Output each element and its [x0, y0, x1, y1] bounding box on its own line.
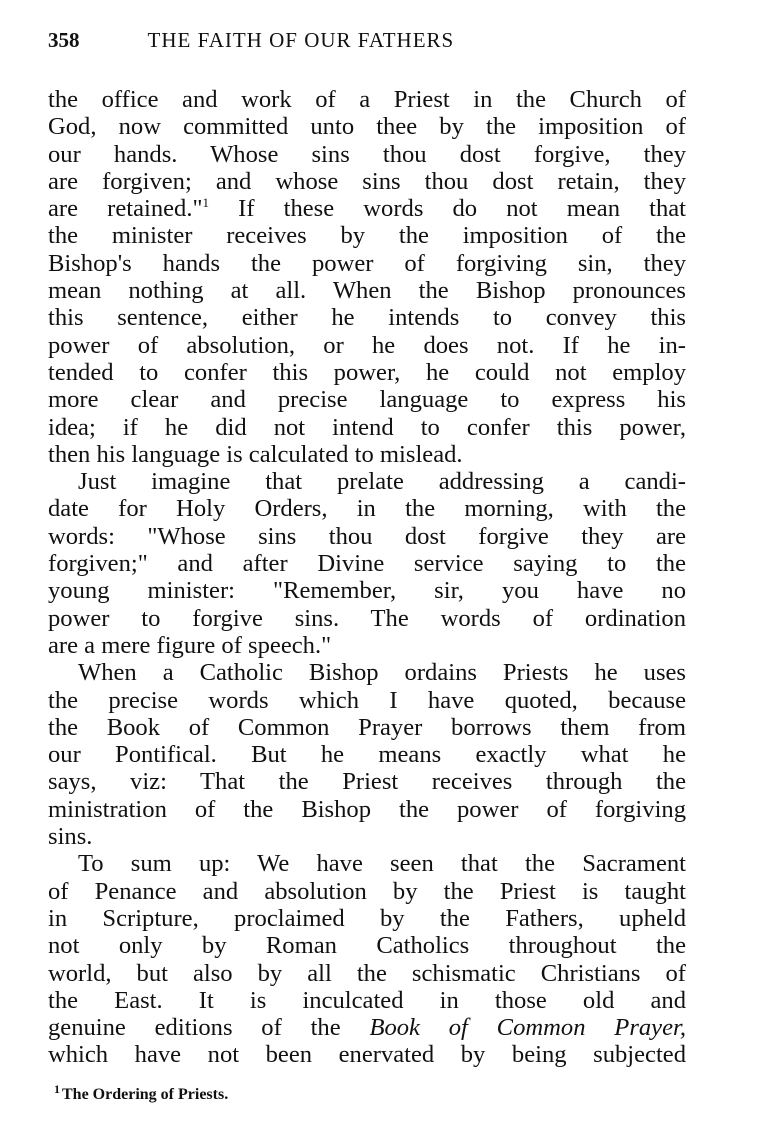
- text-line: [48, 878, 686, 905]
- line-text: world, but also by all the schismatic Christians of: [48, 959, 686, 987]
- text-line: [48, 659, 686, 686]
- line-text: more clear and precise language to express his: [48, 386, 686, 414]
- line-text: sins.: [48, 823, 93, 851]
- line-text: tended to confer this power, he could not employ: [48, 358, 686, 386]
- text-line: [48, 768, 686, 795]
- line-text: mean nothing at all. When the Bishop pronounces: [48, 277, 686, 305]
- line-text: then his language is calculated to mislead.: [48, 440, 463, 468]
- footnote-text: The Ordering of Priests.: [62, 1086, 229, 1103]
- line-text: our hands. Whose sins thou dost forgive, they: [48, 140, 686, 168]
- text-line: [48, 414, 686, 441]
- line-text: of Penance and absolution by the Priest is taught: [48, 877, 686, 905]
- line-text: Bishop's hands the power of forgiving sin, they: [48, 249, 686, 277]
- line-text: Just imagine that prelate addressing a candi-: [78, 468, 686, 496]
- text-line: [48, 960, 686, 987]
- text-line: [48, 386, 686, 413]
- text-line: [48, 714, 686, 741]
- line-text: which have not been enervated by being subjected: [48, 1041, 686, 1069]
- text-line: [48, 577, 686, 604]
- line-text: forgiven;" and after Divine service saying to the: [48, 550, 686, 578]
- text-line: [48, 796, 686, 823]
- text-line: [48, 113, 686, 140]
- line-text: are forgiven; and whose sins thou dost retain, they: [48, 167, 686, 195]
- text-line: [48, 1041, 686, 1068]
- text-line: [48, 141, 686, 168]
- text-line: [48, 523, 686, 550]
- text-line: [48, 632, 686, 659]
- text-line: [48, 250, 686, 277]
- text-line: [48, 905, 686, 932]
- text-line: [48, 932, 686, 959]
- line-text: our Pontifical. But he means exactly what he: [48, 741, 686, 769]
- running-header: [48, 28, 688, 53]
- line-text-continued: If these words do not mean that: [209, 195, 686, 223]
- text-line: [48, 987, 686, 1014]
- text-line: [48, 468, 686, 495]
- line-text: date for Holy Orders, in the morning, with the: [48, 495, 686, 523]
- text-line: [48, 687, 686, 714]
- line-text: the minister receives by the imposition of the: [48, 222, 686, 250]
- body-text: [48, 86, 686, 1069]
- line-text: the Book of Common Prayer borrows them from: [48, 713, 686, 741]
- line-text: power of absolution, or he does not. If he in-: [48, 331, 686, 359]
- text-line: [48, 195, 686, 222]
- line-text: idea; if he did not intend to confer this power,: [48, 413, 686, 441]
- line-text: in Scripture, proclaimed by the Fathers, upheld: [48, 904, 686, 932]
- text-line: [48, 850, 686, 877]
- line-text: genuine editions of the: [48, 1014, 370, 1042]
- line-text: are a mere figure of speech.": [48, 631, 332, 659]
- line-text: not only by Roman Catholics throughout the: [48, 932, 686, 960]
- text-line: [48, 1014, 686, 1041]
- line-text: When a Catholic Bishop ordains Priests he uses: [78, 659, 686, 687]
- text-line: [48, 741, 686, 768]
- footnote-reference: 1: [202, 195, 210, 210]
- line-text: God, now committed unto thee by the imposition of: [48, 113, 686, 141]
- line-text: the precise words which I have quoted, because: [48, 686, 686, 714]
- text-line: [48, 359, 686, 386]
- line-text: are retained.": [48, 195, 203, 223]
- text-line: [48, 304, 686, 331]
- line-text: power to forgive sins. The words of ordination: [48, 604, 686, 632]
- line-text: words: "Whose sins thou dost forgive they are: [48, 522, 686, 550]
- running-title: THE FAITH OF OUR FATHERS: [147, 28, 455, 52]
- line-text: To sum up: We have seen that the Sacrament: [78, 850, 686, 878]
- page-number: 358: [48, 28, 80, 52]
- text-line: [48, 332, 686, 359]
- text-line: [48, 277, 686, 304]
- text-line: [48, 86, 686, 113]
- line-text: says, viz: That the Priest receives through the: [48, 768, 686, 796]
- italic-title: Book of Common Prayer,: [369, 1014, 687, 1042]
- footnote-marker: 1: [54, 1081, 60, 1096]
- text-line: [48, 168, 686, 195]
- text-line: [48, 441, 686, 468]
- line-text: the East. It is inculcated in those old and: [48, 986, 686, 1014]
- text-line: [48, 495, 686, 522]
- line-text: young minister: "Remember, sir, you have no: [48, 577, 686, 605]
- text-line: [48, 550, 686, 577]
- text-line: [48, 605, 686, 632]
- text-line: [48, 222, 686, 249]
- text-line: [48, 823, 686, 850]
- line-text: this sentence, either he intends to convey this: [48, 304, 686, 332]
- line-text: ministration of the Bishop the power of forgiving: [48, 795, 686, 823]
- footnote: [54, 1081, 229, 1104]
- line-text: the office and work of a Priest in the Church of: [48, 86, 686, 113]
